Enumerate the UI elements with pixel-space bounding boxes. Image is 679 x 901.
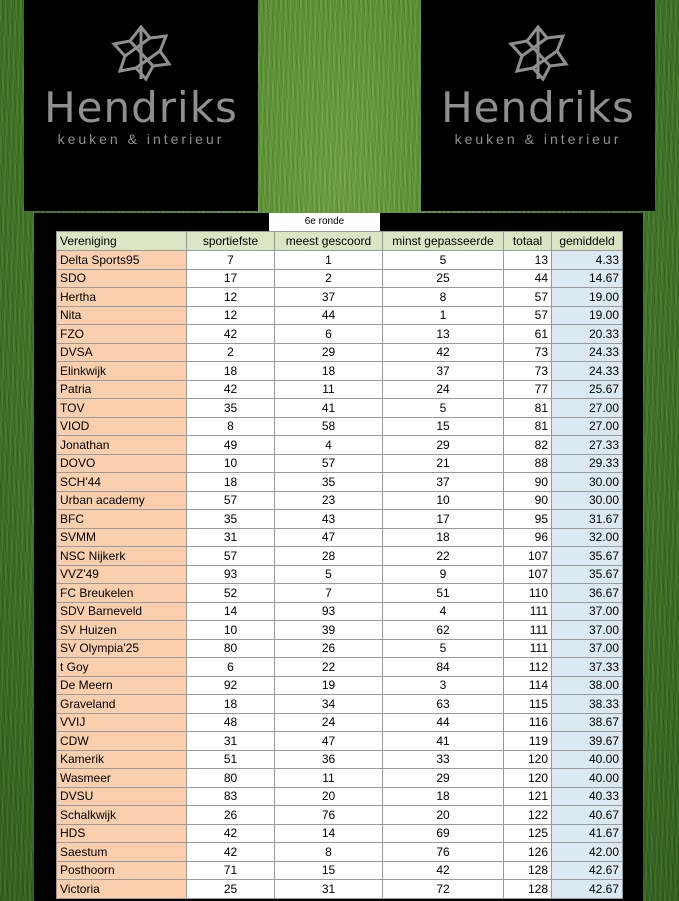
cell-totaal: 82 [504,436,552,455]
cell-totaal: 115 [504,695,552,714]
cell-totaal: 111 [504,639,552,658]
cell-sportiefste: 57 [187,547,275,566]
cell-sportiefste: 12 [187,288,275,307]
cell-minst-gepasseerde: 17 [383,510,504,529]
cell-totaal: 90 [504,491,552,510]
cell-gemiddeld: 31.67 [552,510,623,529]
cell-minst-gepasseerde: 63 [383,695,504,714]
cell-minst-gepasseerde: 8 [383,288,504,307]
cell-vereniging: CDW [57,732,187,751]
cell-gemiddeld: 38.33 [552,695,623,714]
table-row [57,602,623,621]
cell-vereniging: Patria [57,380,187,399]
cell-totaal: 122 [504,806,552,825]
cell-minst-gepasseerde: 18 [383,528,504,547]
cell-minst-gepasseerde: 84 [383,658,504,677]
table-body [57,251,623,899]
cell-vereniging: Nita [57,306,187,325]
cell-gemiddeld: 24.33 [552,362,623,381]
cell-meest-gescoord: 11 [275,769,383,788]
cell-minst-gepasseerde: 72 [383,880,504,899]
cell-sportiefste: 10 [187,454,275,473]
cell-vereniging: Kamerik [57,750,187,769]
cell-vereniging: FC Breukelen [57,584,187,603]
table-row [57,695,623,714]
header-vereniging: Vereniging [57,232,187,251]
cell-sportiefste: 42 [187,325,275,344]
cell-vereniging: Graveland [57,695,187,714]
cell-minst-gepasseerde: 3 [383,676,504,695]
cell-minst-gepasseerde: 1 [383,306,504,325]
cell-meest-gescoord: 47 [275,732,383,751]
cell-totaal: 61 [504,325,552,344]
table-row [57,269,623,288]
cell-sportiefste: 52 [187,584,275,603]
cell-sportiefste: 25 [187,880,275,899]
cell-totaal: 125 [504,824,552,843]
cell-minst-gepasseerde: 24 [383,380,504,399]
cell-totaal: 90 [504,473,552,492]
cell-vereniging: VVIJ [57,713,187,732]
cell-totaal: 44 [504,269,552,288]
cell-sportiefste: 12 [187,306,275,325]
cell-totaal: 57 [504,288,552,307]
cell-vereniging: BFC [57,510,187,529]
cell-sportiefste: 10 [187,621,275,640]
cell-totaal: 111 [504,602,552,621]
cell-gemiddeld: 4.33 [552,251,623,270]
table-row [57,658,623,677]
cell-totaal: 95 [504,510,552,529]
cell-sportiefste: 57 [187,491,275,510]
cell-totaal: 13 [504,251,552,270]
brand-name: Hendriks [44,83,238,132]
cell-gemiddeld: 30.00 [552,491,623,510]
cell-totaal: 126 [504,843,552,862]
table-row [57,436,623,455]
cell-gemiddeld: 37.00 [552,602,623,621]
cell-minst-gepasseerde: 5 [383,251,504,270]
table-row [57,676,623,695]
cell-totaal: 96 [504,528,552,547]
cell-sportiefste: 71 [187,861,275,880]
table-row [57,510,623,529]
cell-meest-gescoord: 14 [275,824,383,843]
cell-sportiefste: 49 [187,436,275,455]
cell-minst-gepasseerde: 33 [383,750,504,769]
cell-totaal: 128 [504,880,552,899]
cell-meest-gescoord: 37 [275,288,383,307]
cell-meest-gescoord: 26 [275,639,383,658]
cell-minst-gepasseerde: 42 [383,343,504,362]
cell-meest-gescoord: 8 [275,843,383,862]
cell-minst-gepasseerde: 13 [383,325,504,344]
cell-meest-gescoord: 57 [275,454,383,473]
table-row [57,473,623,492]
cell-vereniging: VIOD [57,417,187,436]
cell-sportiefste: 18 [187,695,275,714]
cell-minst-gepasseerde: 5 [383,639,504,658]
cell-totaal: 110 [504,584,552,603]
cell-gemiddeld: 29.33 [552,454,623,473]
cell-minst-gepasseerde: 29 [383,769,504,788]
cell-meest-gescoord: 93 [275,602,383,621]
cell-vereniging: Victoria [57,880,187,899]
cell-gemiddeld: 40.00 [552,769,623,788]
brand-tagline: keuken & interieur [454,131,622,147]
cell-minst-gepasseerde: 20 [383,806,504,825]
cell-minst-gepasseerde: 41 [383,732,504,751]
cell-vereniging: Elinkwijk [57,362,187,381]
header-gemiddeld: gemiddeld [552,232,623,251]
cell-sportiefste: 80 [187,639,275,658]
cell-meest-gescoord: 35 [275,473,383,492]
cell-meest-gescoord: 5 [275,565,383,584]
table-row [57,417,623,436]
cell-totaal: 88 [504,454,552,473]
cell-vereniging: Jonathan [57,436,187,455]
cell-sportiefste: 2 [187,343,275,362]
cell-sportiefste: 83 [187,787,275,806]
cell-meest-gescoord: 28 [275,547,383,566]
cell-gemiddeld: 39.67 [552,732,623,751]
cell-totaal: 112 [504,658,552,677]
header-totaal: totaal [504,232,552,251]
cell-sportiefste: 31 [187,528,275,547]
cell-totaal: 81 [504,399,552,418]
cell-vereniging: FZO [57,325,187,344]
table-row [57,584,623,603]
cell-meest-gescoord: 6 [275,325,383,344]
cell-meest-gescoord: 43 [275,510,383,529]
cell-meest-gescoord: 23 [275,491,383,510]
cell-meest-gescoord: 47 [275,528,383,547]
table-row [57,787,623,806]
cell-vereniging: t Goy [57,658,187,677]
cell-vereniging: SDV Barneveld [57,602,187,621]
cell-sportiefste: 31 [187,732,275,751]
cell-gemiddeld: 30.00 [552,473,623,492]
table-row [57,750,623,769]
cell-sportiefste: 92 [187,676,275,695]
cell-sportiefste: 18 [187,473,275,492]
cell-sportiefste: 48 [187,713,275,732]
cell-totaal: 111 [504,621,552,640]
table-row [57,288,623,307]
cell-vereniging: Hertha [57,288,187,307]
brand-name: Hendriks [441,83,635,132]
cell-vereniging: SV Olympia'25 [57,639,187,658]
cell-vereniging: Schalkwijk [57,806,187,825]
cell-gemiddeld: 38.00 [552,676,623,695]
cell-vereniging: DOVO [57,454,187,473]
cell-totaal: 116 [504,713,552,732]
cell-minst-gepasseerde: 76 [383,843,504,862]
cell-minst-gepasseerde: 18 [383,787,504,806]
standings-table [56,231,623,899]
round-label: 6e ronde [269,213,380,231]
cell-minst-gepasseerde: 62 [383,621,504,640]
cell-gemiddeld: 19.00 [552,306,623,325]
cell-totaal: 114 [504,676,552,695]
cell-meest-gescoord: 22 [275,658,383,677]
cell-meest-gescoord: 20 [275,787,383,806]
table-row [57,732,623,751]
table-row [57,251,623,270]
cell-vereniging: SV Huizen [57,621,187,640]
cell-totaal: 128 [504,861,552,880]
cell-sportiefste: 17 [187,269,275,288]
cell-gemiddeld: 14.67 [552,269,623,288]
cell-meest-gescoord: 4 [275,436,383,455]
cell-sportiefste: 93 [187,565,275,584]
cell-sportiefste: 14 [187,602,275,621]
cell-minst-gepasseerde: 10 [383,491,504,510]
table-row [57,565,623,584]
cell-minst-gepasseerde: 44 [383,713,504,732]
cell-minst-gepasseerde: 5 [383,399,504,418]
cell-minst-gepasseerde: 51 [383,584,504,603]
cell-totaal: 107 [504,565,552,584]
cell-gemiddeld: 37.00 [552,639,623,658]
header-minst-gepasseerde: minst gepasseerde [383,232,504,251]
cell-sportiefste: 35 [187,399,275,418]
cell-totaal: 119 [504,732,552,751]
cell-totaal: 73 [504,343,552,362]
table-row [57,806,623,825]
cell-vereniging: HDS [57,824,187,843]
cell-meest-gescoord: 2 [275,269,383,288]
cell-sportiefste: 80 [187,769,275,788]
table-row [57,491,623,510]
cell-totaal: 81 [504,417,552,436]
cell-vereniging: Saestum [57,843,187,862]
cell-gemiddeld: 42.67 [552,861,623,880]
star-emblem-icon [507,24,569,82]
cell-vereniging: Wasmeer [57,769,187,788]
cell-vereniging: DVSA [57,343,187,362]
cell-gemiddeld: 27.00 [552,417,623,436]
cell-sportiefste: 26 [187,806,275,825]
cell-totaal: 107 [504,547,552,566]
cell-vereniging: NSC Nijkerk [57,547,187,566]
cell-vereniging: Delta Sports95 [57,251,187,270]
cell-minst-gepasseerde: 37 [383,362,504,381]
cell-vereniging: Posthoorn [57,861,187,880]
table-row [57,861,623,880]
table-row [57,399,623,418]
table-row [57,713,623,732]
cell-sportiefste: 35 [187,510,275,529]
sponsor-logo-right [421,0,655,211]
cell-totaal: 57 [504,306,552,325]
cell-vereniging: SVMM [57,528,187,547]
cell-gemiddeld: 25.67 [552,380,623,399]
cell-meest-gescoord: 7 [275,584,383,603]
cell-vereniging: SCH'44 [57,473,187,492]
cell-gemiddeld: 27.33 [552,436,623,455]
cell-meest-gescoord: 44 [275,306,383,325]
cell-meest-gescoord: 11 [275,380,383,399]
table-row [57,843,623,862]
cell-minst-gepasseerde: 42 [383,861,504,880]
cell-totaal: 73 [504,362,552,381]
cell-minst-gepasseerde: 69 [383,824,504,843]
cell-sportiefste: 51 [187,750,275,769]
table-row [57,454,623,473]
cell-meest-gescoord: 29 [275,343,383,362]
cell-sportiefste: 42 [187,843,275,862]
cell-meest-gescoord: 41 [275,399,383,418]
cell-minst-gepasseerde: 25 [383,269,504,288]
cell-minst-gepasseerde: 37 [383,473,504,492]
table-row [57,528,623,547]
cell-minst-gepasseerde: 21 [383,454,504,473]
cell-meest-gescoord: 19 [275,676,383,695]
cell-meest-gescoord: 39 [275,621,383,640]
cell-gemiddeld: 24.33 [552,343,623,362]
table-row [57,547,623,566]
cell-gemiddeld: 35.67 [552,547,623,566]
cell-meest-gescoord: 24 [275,713,383,732]
header-meest-gescoord: meest gescoord [275,232,383,251]
table-row [57,362,623,381]
cell-gemiddeld: 38.67 [552,713,623,732]
cell-totaal: 77 [504,380,552,399]
cell-gemiddeld: 41.67 [552,824,623,843]
cell-sportiefste: 7 [187,251,275,270]
cell-vereniging: SDO [57,269,187,288]
cell-vereniging: De Meern [57,676,187,695]
table-row [57,325,623,344]
cell-vereniging: TOV [57,399,187,418]
cell-gemiddeld: 20.33 [552,325,623,344]
cell-sportiefste: 42 [187,824,275,843]
cell-gemiddeld: 37.33 [552,658,623,677]
cell-gemiddeld: 35.67 [552,565,623,584]
sponsor-logo-left [24,0,258,211]
cell-minst-gepasseerde: 22 [383,547,504,566]
cell-meest-gescoord: 1 [275,251,383,270]
cell-minst-gepasseerde: 15 [383,417,504,436]
table-row [57,880,623,899]
cell-meest-gescoord: 34 [275,695,383,714]
table-row [57,380,623,399]
cell-gemiddeld: 27.00 [552,399,623,418]
cell-gemiddeld: 40.33 [552,787,623,806]
cell-minst-gepasseerde: 4 [383,602,504,621]
cell-sportiefste: 42 [187,380,275,399]
cell-minst-gepasseerde: 9 [383,565,504,584]
cell-totaal: 120 [504,750,552,769]
cell-totaal: 120 [504,769,552,788]
table-row [57,621,623,640]
cell-vereniging: VVZ'49 [57,565,187,584]
cell-totaal: 121 [504,787,552,806]
table-row [57,824,623,843]
header-row [57,232,623,251]
cell-vereniging: Urban academy [57,491,187,510]
cell-minst-gepasseerde: 29 [383,436,504,455]
cell-meest-gescoord: 15 [275,861,383,880]
cell-gemiddeld: 40.00 [552,750,623,769]
cell-gemiddeld: 42.00 [552,843,623,862]
cell-gemiddeld: 40.67 [552,806,623,825]
cell-gemiddeld: 36.67 [552,584,623,603]
brand-tagline: keuken & interieur [57,131,225,147]
cell-meest-gescoord: 18 [275,362,383,381]
cell-meest-gescoord: 58 [275,417,383,436]
cell-gemiddeld: 42.67 [552,880,623,899]
cell-sportiefste: 18 [187,362,275,381]
cell-vereniging: DVSU [57,787,187,806]
table-row [57,639,623,658]
star-emblem-icon [110,24,172,82]
cell-meest-gescoord: 36 [275,750,383,769]
cell-gemiddeld: 37.00 [552,621,623,640]
cell-meest-gescoord: 31 [275,880,383,899]
table-row [57,306,623,325]
table-row [57,769,623,788]
cell-sportiefste: 6 [187,658,275,677]
cell-gemiddeld: 19.00 [552,288,623,307]
cell-gemiddeld: 32.00 [552,528,623,547]
cell-meest-gescoord: 76 [275,806,383,825]
cell-sportiefste: 8 [187,417,275,436]
header-sportiefste: sportiefste [187,232,275,251]
table-row [57,343,623,362]
